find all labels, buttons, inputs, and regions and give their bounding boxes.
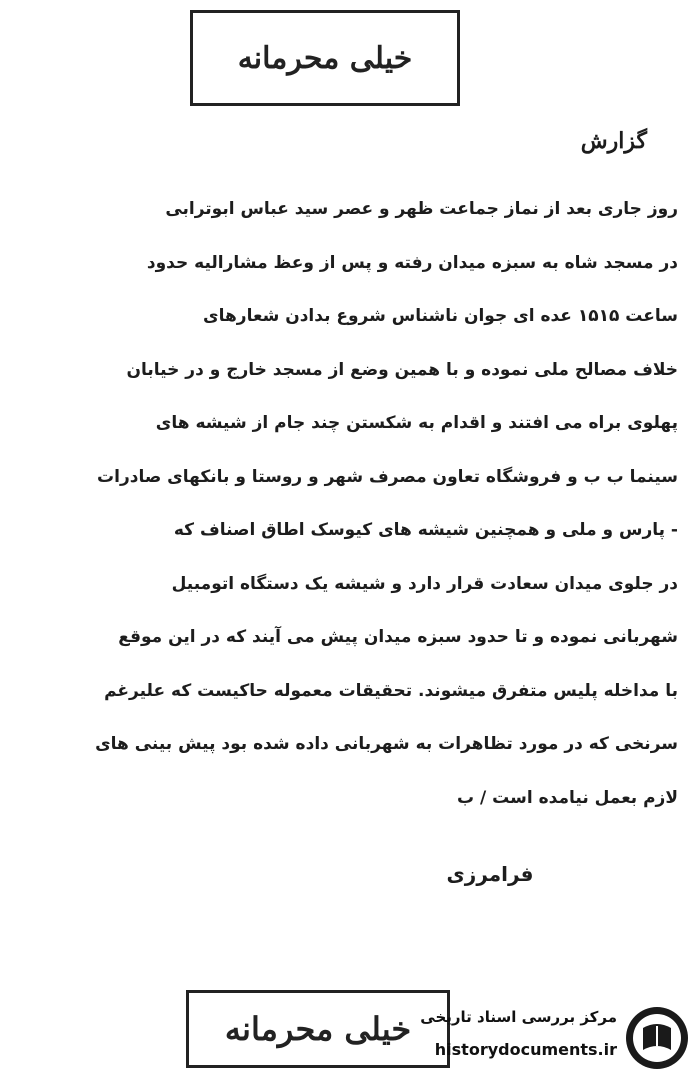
body-line: خلاف مصالح ملی نموده و با همین وضع از مسجد خارج و در خیابان xyxy=(126,359,678,380)
body-line: پهلوی براه می افتند و اقدام به شکستن چند جام از شیشه های xyxy=(155,413,678,433)
report-heading: گزارش xyxy=(580,128,647,154)
body-line: سرنخی که در مورد تظاهرات به شهربانی داده شده بود پیش بینی های xyxy=(95,734,678,754)
body-line: در مسجد شاه به سبزه میدان رفته و پس از وعظ مشارالیه حدود xyxy=(146,252,678,273)
body-line: ساعت ۱۵۱۵ عده ای جوان ناشناس شروع بدادن شعارهای xyxy=(203,306,678,326)
body-line: روز جاری بعد از نماز جماعت ظهر و عصر سید عباس ابوترابی xyxy=(165,199,678,219)
classification-stamp-top-text: خیلی محرمانه xyxy=(237,40,413,76)
classification-stamp-bottom xyxy=(186,990,450,1068)
body-line: شهربانی نموده و تا حدود سبزه میدان پیش می آیند که در این موقع xyxy=(118,627,678,647)
body-line: سینما ب ب و فروشگاه تعاون مصرف شهر و روستا و بانکهای صادرات xyxy=(97,466,678,487)
archive-logo-icon xyxy=(623,1004,691,1072)
body-line: - پارس و ملی و همچنین شیشه های کیوسک اطاق اصناف که xyxy=(173,520,678,540)
classification-stamp-top xyxy=(190,10,460,106)
body-line: لازم بعمل نیامده است / ب xyxy=(457,787,678,808)
archive-watermark xyxy=(416,998,691,1082)
classification-stamp-bottom-text: خیلی محرمانه xyxy=(224,1010,412,1048)
archive-url: historydocuments.ir xyxy=(434,1040,617,1059)
body-line: با مداخله پلیس متفرق میشوند. تحقیقات معموله حاکیست که علیرغم xyxy=(104,680,678,701)
body-line: در جلوی میدان سعادت قرار دارد و شیشه یک دستگاه اتومبیل xyxy=(171,573,678,594)
signature: فرامرزی xyxy=(446,862,534,886)
archive-name: مرکز بررسی اسناد تاریخی xyxy=(420,1008,617,1026)
report-body xyxy=(28,183,678,825)
